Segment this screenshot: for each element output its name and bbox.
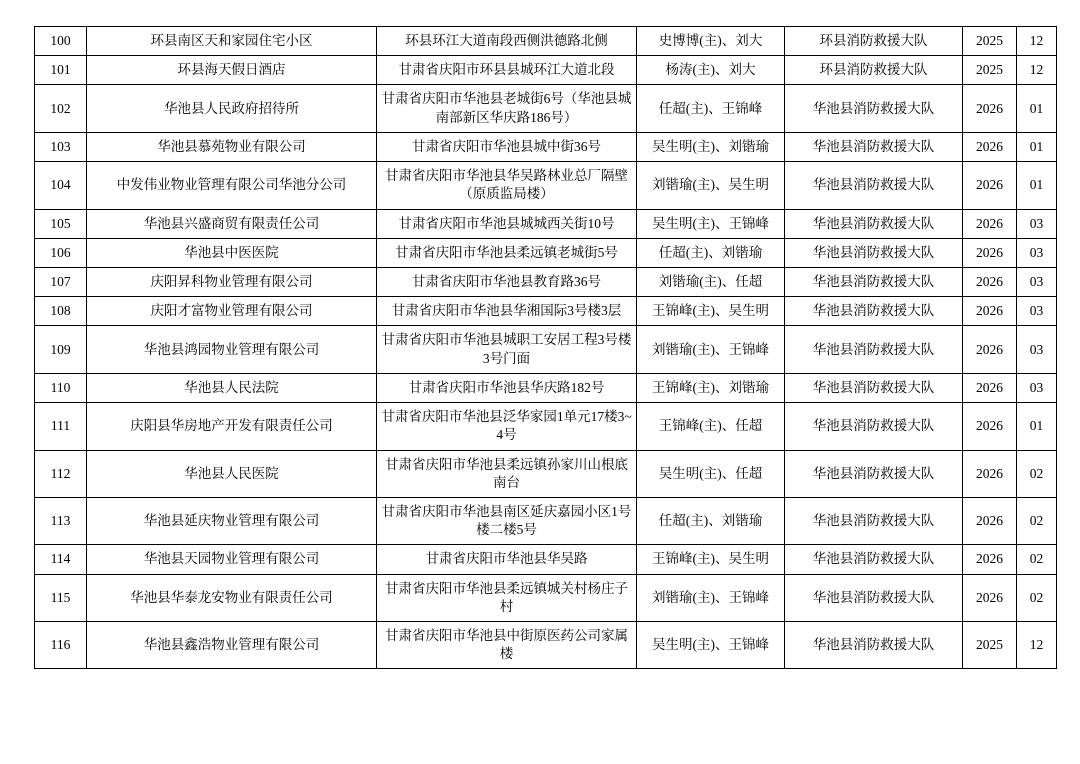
row-supervising-unit: 华池县消防救援大队 <box>785 326 963 373</box>
row-address: 甘肃省庆阳市华池县柔远镇老城街5号 <box>377 238 637 267</box>
row-month: 12 <box>1017 27 1057 56</box>
row-month: 03 <box>1017 326 1057 373</box>
table-row <box>35 450 1057 497</box>
table-row <box>35 27 1057 56</box>
table-row <box>35 209 1057 238</box>
row-responsible-person: 王锦峰(主)、刘锴瑜 <box>637 373 785 402</box>
row-supervising-unit: 华池县消防救援大队 <box>785 450 963 497</box>
row-address: 甘肃省庆阳市华池县柔远镇城关村杨庄子村 <box>377 574 637 621</box>
row-index: 109 <box>35 326 87 373</box>
row-responsible-person: 杨涛(主)、刘大 <box>637 56 785 85</box>
table-row <box>35 497 1057 544</box>
table-row <box>35 238 1057 267</box>
row-year: 2026 <box>963 545 1017 574</box>
row-unit-name: 华池县慕苑物业有限公司 <box>87 132 377 161</box>
row-month: 02 <box>1017 545 1057 574</box>
row-year: 2026 <box>963 497 1017 544</box>
table-row <box>35 132 1057 161</box>
row-supervising-unit: 华池县消防救援大队 <box>785 209 963 238</box>
row-year: 2026 <box>963 162 1017 209</box>
row-supervising-unit: 环县消防救援大队 <box>785 27 963 56</box>
row-responsible-person: 任超(主)、刘锴瑜 <box>637 238 785 267</box>
row-responsible-person: 史博博(主)、刘大 <box>637 27 785 56</box>
row-unit-name: 庆阳昇科物业管理有限公司 <box>87 267 377 296</box>
row-supervising-unit: 华池县消防救援大队 <box>785 132 963 161</box>
table-row <box>35 373 1057 402</box>
row-year: 2026 <box>963 297 1017 326</box>
row-year: 2026 <box>963 450 1017 497</box>
row-unit-name: 华池县鸿园物业管理有限公司 <box>87 326 377 373</box>
row-index: 110 <box>35 373 87 402</box>
row-index: 107 <box>35 267 87 296</box>
row-supervising-unit: 华池县消防救援大队 <box>785 85 963 132</box>
row-address: 甘肃省庆阳市华池县中街原医药公司家属楼 <box>377 622 637 669</box>
row-month: 03 <box>1017 209 1057 238</box>
row-supervising-unit: 华池县消防救援大队 <box>785 267 963 296</box>
row-index: 116 <box>35 622 87 669</box>
table-row <box>35 574 1057 621</box>
row-year: 2026 <box>963 267 1017 296</box>
row-address: 甘肃省庆阳市华池县华吴路林业总厂隔壁（原质监局楼） <box>377 162 637 209</box>
table-row <box>35 267 1057 296</box>
row-unit-name: 华池县鑫浩物业管理有限公司 <box>87 622 377 669</box>
row-index: 113 <box>35 497 87 544</box>
row-supervising-unit: 华池县消防救援大队 <box>785 238 963 267</box>
row-supervising-unit: 环县消防救援大队 <box>785 56 963 85</box>
row-supervising-unit: 华池县消防救援大队 <box>785 545 963 574</box>
row-index: 105 <box>35 209 87 238</box>
row-unit-name: 华池县兴盛商贸有限责任公司 <box>87 209 377 238</box>
row-responsible-person: 吴生明(主)、任超 <box>637 450 785 497</box>
row-month: 03 <box>1017 373 1057 402</box>
row-unit-name: 华池县人民政府招待所 <box>87 85 377 132</box>
row-index: 106 <box>35 238 87 267</box>
row-responsible-person: 刘锴瑜(主)、王锦峰 <box>637 326 785 373</box>
row-unit-name: 华池县人民法院 <box>87 373 377 402</box>
row-index: 100 <box>35 27 87 56</box>
row-supervising-unit: 华池县消防救援大队 <box>785 373 963 402</box>
row-supervising-unit: 华池县消防救援大队 <box>785 622 963 669</box>
row-responsible-person: 王锦峰(主)、任超 <box>637 403 785 450</box>
row-index: 111 <box>35 403 87 450</box>
row-responsible-person: 吴生明(主)、王锦峰 <box>637 209 785 238</box>
row-supervising-unit: 华池县消防救援大队 <box>785 162 963 209</box>
row-unit-name: 庆阳县华房地产开发有限责任公司 <box>87 403 377 450</box>
row-unit-name: 华池县人民医院 <box>87 450 377 497</box>
row-supervising-unit: 华池县消防救援大队 <box>785 574 963 621</box>
row-month: 01 <box>1017 403 1057 450</box>
row-year: 2026 <box>963 238 1017 267</box>
row-month: 02 <box>1017 497 1057 544</box>
row-supervising-unit: 华池县消防救援大队 <box>785 297 963 326</box>
row-year: 2025 <box>963 27 1017 56</box>
table-row <box>35 545 1057 574</box>
row-responsible-person: 王锦峰(主)、吴生明 <box>637 545 785 574</box>
row-address: 甘肃省庆阳市华池县华湘国际3号楼3层 <box>377 297 637 326</box>
row-month: 12 <box>1017 56 1057 85</box>
row-unit-name: 庆阳才富物业管理有限公司 <box>87 297 377 326</box>
table-row <box>35 56 1057 85</box>
row-month: 01 <box>1017 85 1057 132</box>
row-index: 108 <box>35 297 87 326</box>
table-row <box>35 622 1057 669</box>
fire-safety-units-table <box>34 26 1057 669</box>
row-responsible-person: 王锦峰(主)、吴生明 <box>637 297 785 326</box>
row-index: 114 <box>35 545 87 574</box>
row-index: 115 <box>35 574 87 621</box>
row-responsible-person: 吴生明(主)、刘锴瑜 <box>637 132 785 161</box>
row-supervising-unit: 华池县消防救援大队 <box>785 403 963 450</box>
row-address: 甘肃省庆阳市华池县南区延庆嘉园小区1号楼二楼5号 <box>377 497 637 544</box>
table-row <box>35 326 1057 373</box>
row-index: 101 <box>35 56 87 85</box>
row-year: 2026 <box>963 132 1017 161</box>
row-year: 2026 <box>963 85 1017 132</box>
table-row <box>35 403 1057 450</box>
row-index: 103 <box>35 132 87 161</box>
row-address: 甘肃省庆阳市华池县城中街36号 <box>377 132 637 161</box>
row-unit-name: 环县南区天和家园住宅小区 <box>87 27 377 56</box>
row-responsible-person: 任超(主)、王锦峰 <box>637 85 785 132</box>
row-responsible-person: 刘锴瑜(主)、王锦峰 <box>637 574 785 621</box>
row-month: 02 <box>1017 450 1057 497</box>
row-index: 102 <box>35 85 87 132</box>
row-supervising-unit: 华池县消防救援大队 <box>785 497 963 544</box>
row-address: 甘肃省庆阳市华池县华吴路 <box>377 545 637 574</box>
row-year: 2026 <box>963 326 1017 373</box>
row-month: 03 <box>1017 267 1057 296</box>
row-year: 2025 <box>963 622 1017 669</box>
row-responsible-person: 任超(主)、刘锴瑜 <box>637 497 785 544</box>
row-month: 12 <box>1017 622 1057 669</box>
row-index: 104 <box>35 162 87 209</box>
row-year: 2026 <box>963 373 1017 402</box>
row-month: 03 <box>1017 297 1057 326</box>
row-address: 甘肃省庆阳市环县县城环江大道北段 <box>377 56 637 85</box>
row-responsible-person: 刘锴瑜(主)、吴生明 <box>637 162 785 209</box>
table-row <box>35 162 1057 209</box>
row-month: 01 <box>1017 132 1057 161</box>
row-year: 2026 <box>963 209 1017 238</box>
row-address: 甘肃省庆阳市华池县老城街6号（华池县城南部新区华庆路186号） <box>377 85 637 132</box>
row-year: 2026 <box>963 574 1017 621</box>
row-month: 03 <box>1017 238 1057 267</box>
row-year: 2025 <box>963 56 1017 85</box>
row-unit-name: 华池县延庆物业管理有限公司 <box>87 497 377 544</box>
table-body <box>35 27 1057 669</box>
row-month: 02 <box>1017 574 1057 621</box>
row-responsible-person: 吴生明(主)、王锦峰 <box>637 622 785 669</box>
row-year: 2026 <box>963 403 1017 450</box>
table-row <box>35 297 1057 326</box>
table-row <box>35 85 1057 132</box>
row-responsible-person: 刘锴瑜(主)、任超 <box>637 267 785 296</box>
row-unit-name: 华池县天园物业管理有限公司 <box>87 545 377 574</box>
row-address: 甘肃省庆阳市华池县泛华家园1单元17楼3~4号 <box>377 403 637 450</box>
row-address: 甘肃省庆阳市华池县城城西关街10号 <box>377 209 637 238</box>
row-address: 环县环江大道南段西侧洪德路北侧 <box>377 27 637 56</box>
row-address: 甘肃省庆阳市华池县教育路36号 <box>377 267 637 296</box>
row-unit-name: 华池县华泰龙安物业有限责任公司 <box>87 574 377 621</box>
row-address: 甘肃省庆阳市华池县华庆路182号 <box>377 373 637 402</box>
row-unit-name: 中发伟业物业管理有限公司华池分公司 <box>87 162 377 209</box>
row-index: 112 <box>35 450 87 497</box>
row-address: 甘肃省庆阳市华池县城职工安居工程3号楼3号门面 <box>377 326 637 373</box>
row-month: 01 <box>1017 162 1057 209</box>
row-address: 甘肃省庆阳市华池县柔远镇孙家川山根底南台 <box>377 450 637 497</box>
row-unit-name: 环县海天假日酒店 <box>87 56 377 85</box>
row-unit-name: 华池县中医医院 <box>87 238 377 267</box>
